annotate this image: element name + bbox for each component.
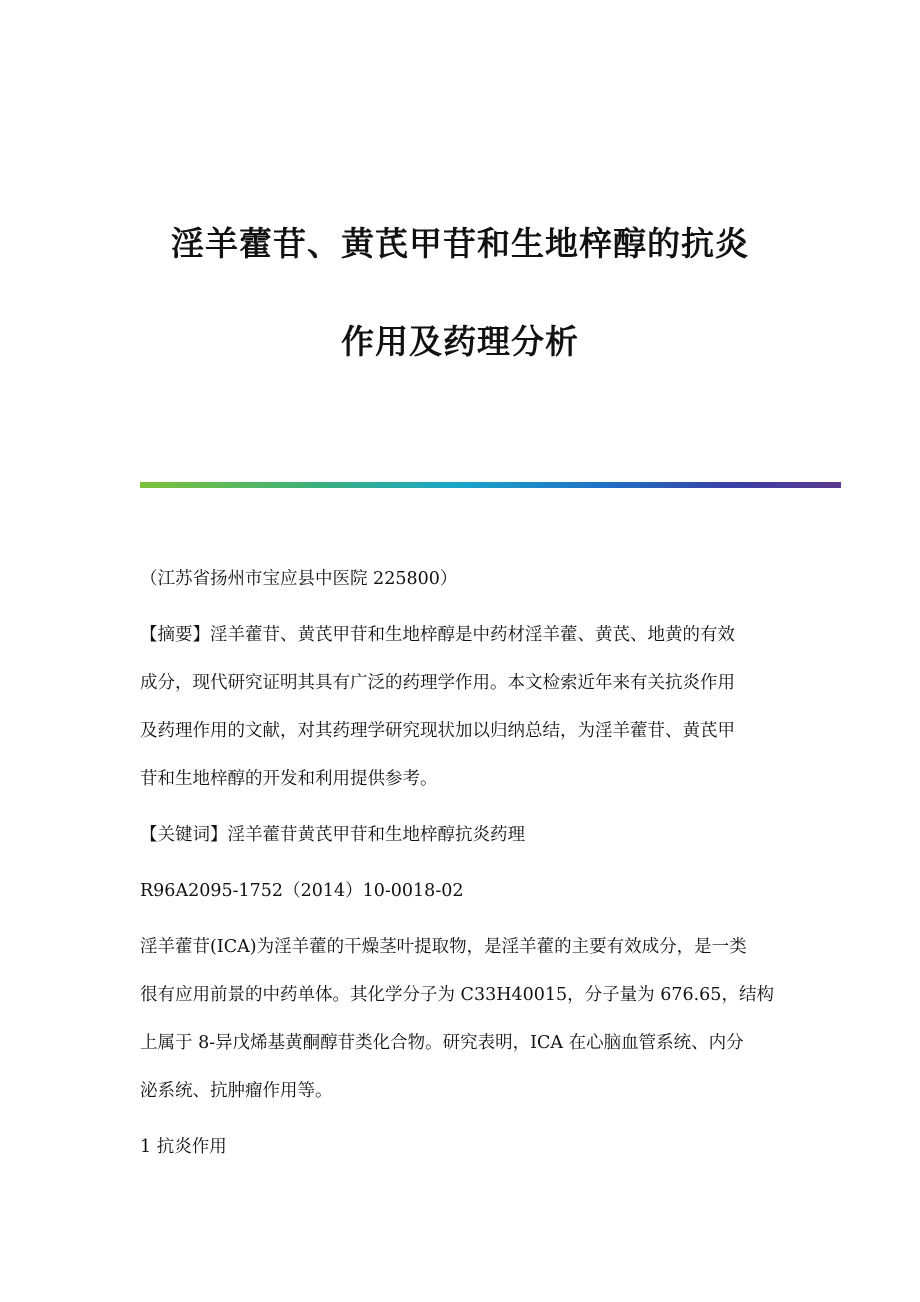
abstract-line: 成分，现代研究证明其具有广泛的药理学作用。本文检索近年来有关抗炎作用 xyxy=(140,673,735,693)
intro-paragraph-line: 很有应用前景的中药单体。其化学分子为 C33H40015，分子量为 676.65，结构 xyxy=(140,985,774,1005)
intro-paragraph-line: 泌系统、抗肿瘤作用等。 xyxy=(140,1081,333,1101)
abstract-line: 【摘要】淫羊藿苷、黄芪甲苷和生地梓醇是中药材淫羊藿、黄芪、地黄的有效 xyxy=(140,625,735,645)
title-divider xyxy=(140,482,841,488)
author-affiliation: （江苏省扬州市宝应县中医院 225800） xyxy=(140,569,458,589)
abstract-line: 及药理作用的文献，对其药理学研究现状加以归纳总结，为淫羊藿苷、黄芪甲 xyxy=(140,721,735,741)
intro-paragraph-line: 淫羊藿苷(ICA)为淫羊藿的干燥茎叶提取物，是淫羊藿的主要有效成分，是一类 xyxy=(140,937,747,957)
keywords: 【关键词】淫羊藿苷黄芪甲苷和生地梓醇抗炎药理 xyxy=(140,825,525,845)
document-title-line-1: 淫羊藿苷、黄芪甲苷和生地梓醇的抗炎 xyxy=(171,224,749,263)
abstract-line: 苷和生地梓醇的开发和利用提供参考。 xyxy=(140,769,438,789)
document-title-line-2: 作用及药理分析 xyxy=(341,322,579,361)
section-heading: 1 抗炎作用 xyxy=(140,1137,227,1157)
intro-paragraph-line: 上属于 8-异戊烯基黄酮醇苷类化合物。研究表明，ICA 在心脑血管系统、内分 xyxy=(140,1033,744,1053)
classification-number: R96A2095-1752（2014）10-0018-02 xyxy=(140,881,464,901)
